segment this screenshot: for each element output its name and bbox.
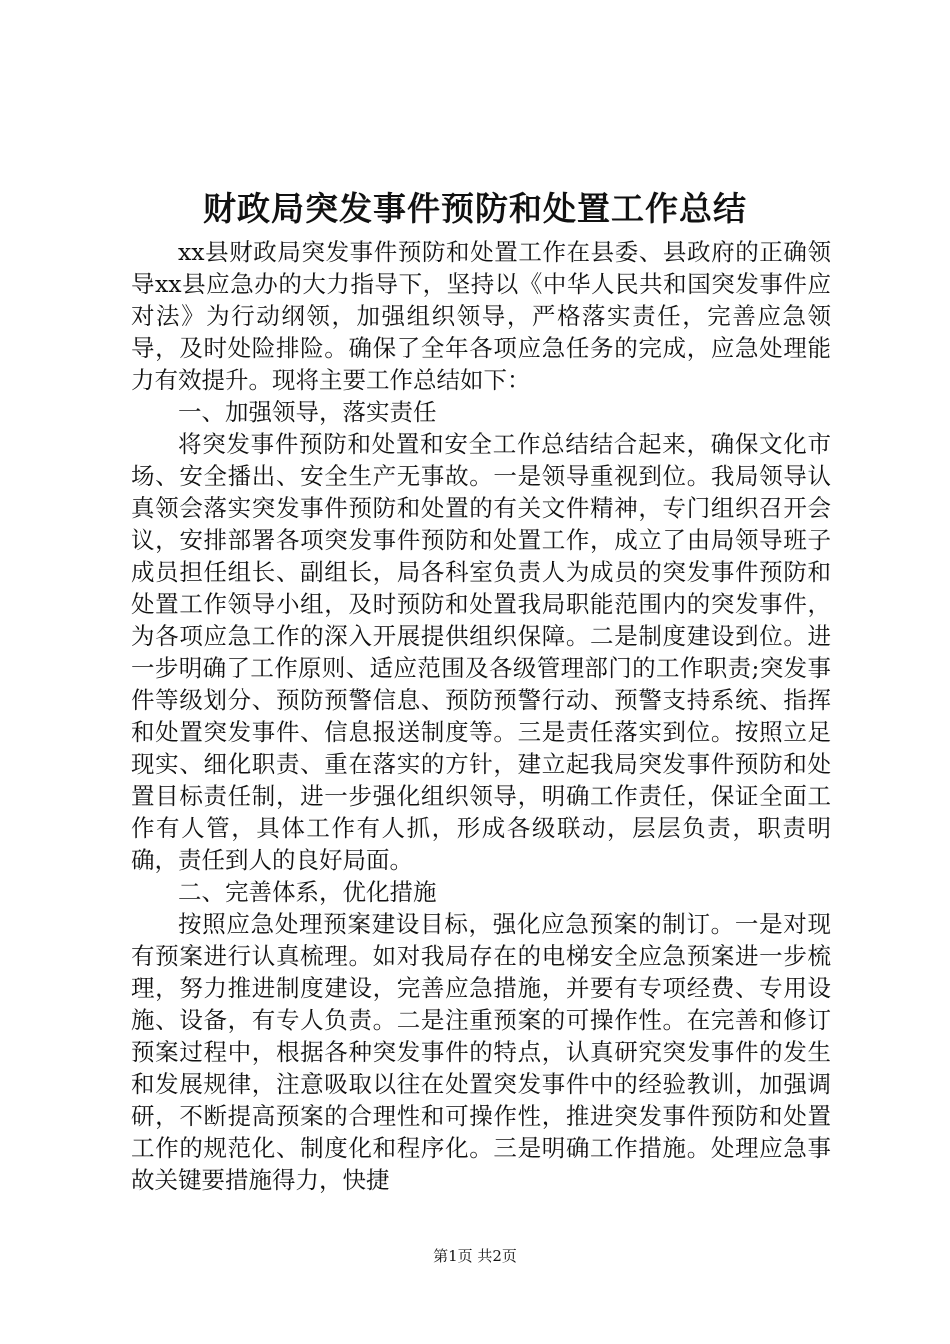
page-footer: 第1页 共2页 <box>433 1247 517 1265</box>
intro-paragraph: xx县财政局突发事件预防和处置工作在县委、县政府的正确领导xx县应急办的大力指导下，坚持以《中华人民共和国突发事件应对法》为行动纲领，加强组织领导，严格落实责任，完善应急领导，及时处险排险。确保了全年各项应急任务的完成，应急处理能力有效提升。现将主要工作总结如下： <box>131 238 831 394</box>
section-2-paragraph: 按照应急处理预案建设目标，强化应急预案的制订。一是对现有预案进行认真梳理。如对我局存在的电梯安全应急预案进一步梳理，努力推进制度建设，完善应急措施，并要有专项经费、专用设施、设备，有专人负责。二是注重预案的可操作性。在完善和修订预案过程中，根据各种突发事件的特点，认真研究突发事件的发生和发展规律，注意吸取以往在处置突发事件中的经验教训，加强调研，不断提高预案的合理性和可操作性，推进突发事件预防和处置工作的规范化、制度化和程序化。三是明确工作措施。处理应急事故关键要措施得力，快捷 <box>131 910 831 1194</box>
section-1-paragraph: 将突发事件预防和处置和安全工作总结结合起来，确保文化市场、安全播出、安全生产无事故。一是领导重视到位。我局领导认真领会落实突发事件预防和处置的有关文件精神，专门组织召开会议，安排部署各项突发事件预防和处置工作，成立了由局领导班子成员担任组长、副组长，局各科室负责人为成员的突发事件预防和处置工作领导小组，及时预防和处置我局职能范围内的突发事件，为各项应急工作的深入开展提供组织保障。二是制度建设到位。进一步明确了工作原则、适应范围及各级管理部门的工作职责;突发事件等级划分、预防预警信息、预防预警行动、预警支持系统、指挥和处置突发事件、信息报送制度等。三是责任落实到位。按照立足现实、细化职责、重在落实的方针，建立起我局突发事件预防和处置目标责任制，进一步强化组织领导，明确工作责任，保证全面工作有人管，具体工作有人抓，形成各级联动，层层负责，职责明确，责任到人的良好局面。 <box>131 430 831 874</box>
document-title: 财政局突发事件预防和处置工作总结 <box>203 189 747 228</box>
section-heading-1: 一、加强领导，落实责任 <box>178 398 437 426</box>
document-body <box>131 236 831 1196</box>
section-heading-2: 二、完善体系，优化措施 <box>178 878 437 906</box>
